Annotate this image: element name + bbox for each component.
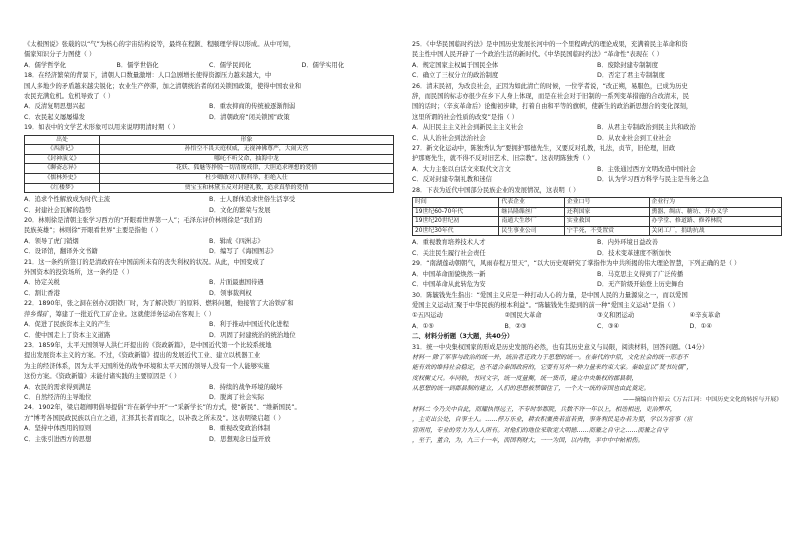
section-heading: 二、材料分析题（3大题，共40分） (412, 333, 514, 341)
option-c: C．中国革命从此转危为安 (412, 281, 486, 289)
option-c: C．设译馆，翻译外文书籍 (24, 248, 98, 256)
q23-options (24, 383, 394, 393)
option-d: D．思想观念日益开放 (209, 435, 271, 443)
table-cell: 《封神演义》 (25, 154, 100, 164)
option-d: D．儒学实用化 (301, 61, 345, 69)
q24-options (24, 435, 394, 445)
material-two-line: 官所用，专业的劳力为人人所有。对他们的地位采取宽大明德……而兼之自守之……而兼之自守 (412, 426, 668, 434)
q18-options (24, 113, 394, 123)
q19-options (24, 206, 394, 216)
material-source: ——摘编自许倬云《万古江河：中国历史文化的转折与开展》 (622, 396, 782, 403)
q21-options (24, 278, 394, 288)
option-b: B．从君主专制政治到民主共和政治 (597, 124, 696, 132)
option-a: A．农民的需求得到满足 (24, 383, 92, 391)
option-d: D．巩固了封建统治的统治地位 (209, 331, 296, 339)
q22-options (24, 320, 394, 330)
table-cell: 代表企业 (499, 198, 565, 208)
table-row (25, 145, 394, 155)
table-cell: 实业救国 (564, 217, 649, 227)
q29-options (412, 280, 782, 290)
q17-stem-line: 《太极图说》张载的以“气”为核心的宇宙结构说等，最终在程颢、程颐理学得以形成。从中可知， (24, 41, 295, 48)
material-two-line: 材料二 今乃关中自此，而耀执得远王，不专时举都院，兵数不许一年以上，相迭相送，吏治弊坏， (412, 405, 676, 413)
option-c: C．反对封建专制礼教和迷信 (412, 176, 492, 184)
table-cell: 杜少卿敢对八股科举，拒绝入仕 (100, 174, 394, 184)
q23-options (24, 393, 394, 403)
q30-options (412, 322, 782, 332)
table-cell: 20世纪30年代 (413, 226, 499, 236)
option-d: D．否定了君主专制制度 (597, 72, 665, 80)
q29-stem-line: 29．“南湖莲动朝朝气，风雨春程万里天”，“以大历史观研究了掌指作为中共所揭的伟大理论智慧，下列正确的是（ ） (412, 260, 741, 268)
option-b: B．片面最惠国待遇 (209, 279, 264, 287)
table-cell: 哪吒不听父命，抽海中龙 (100, 154, 394, 164)
table-row (25, 174, 394, 184)
q22-options (24, 331, 394, 341)
option-c: C．儒学民间化 (209, 61, 252, 69)
right-column (412, 40, 782, 447)
table-cell: 花妖、狐魅等挣脱一切清规戒律，大胆追求理想的爱情 (100, 164, 394, 174)
material-two-line: ，主吏出公处，自事士人。……停万乐业，耕农积粟贵若富若贵，事务利民足办若为要，学以为宫事（宦 (412, 416, 693, 424)
option-a: A．从旧民主主义社会到新民主主义社会 (412, 124, 524, 132)
option-a: A．儒学哲学化 (24, 61, 67, 69)
table-cell: 19世纪60-70年代 (413, 207, 499, 217)
option-c: C．关注民生履行社会责任 (412, 249, 486, 257)
option-a: A．领导了虎门销烟 (24, 237, 79, 245)
option-b: B．②③ (504, 322, 527, 330)
table-cell: 19世纪20世纪初 (413, 217, 499, 227)
q23-stem-line: 为主的经济体系，因为太平天国所处的战争环境和太平天国的领导人没有一个人能够实施 (24, 362, 270, 370)
option-b: B．持续的战争环境的破坏 (209, 383, 283, 391)
option-b: B．重视改变政治体制 (209, 425, 270, 433)
q25-stem-line: 25．《中华民国临时约法》是中国历史发展长河中的一个里程碑式的理论成果，充满着民主革命和资 (412, 41, 688, 48)
option-d: D．无产阶级开始登上历史舞台 (597, 281, 684, 289)
option-c: C．主张引进西方的思想 (24, 435, 92, 443)
q26-stem-line: 这里所谓的社会性质的改变”是指（ ） (412, 113, 519, 121)
table-cell: 企业口号 (564, 198, 649, 208)
option-d: D．清朝政府“闭关锁国”政策 (209, 113, 290, 121)
material-one-line: 能有效的维持社会稳定，也不适合秦国政府的，它要有另外一种力量来约束大家。秦始皇以“焚书坑儒”， (412, 364, 693, 372)
q19-table (24, 135, 394, 194)
q23-stem-line: 提出发展资本主义的方案。不过，《资政新篇》提出的发展近代工业、建立以机器工业 (24, 352, 261, 360)
table-row (413, 217, 782, 227)
q28-stem-line: 28．下表为近代中国部分民族企业的发展情况，这表明（ ） (412, 186, 580, 194)
q30-item: ①五四运动 (412, 312, 443, 320)
q20-stem-line: 20．林则徐是清朝主张学习西方的“开眼看世界第一人”；毛泽东评价林则徐是“我们的 (24, 217, 263, 225)
table-cell: 宁手死，不受置赏 (564, 226, 649, 236)
option-a: A．反清复明思想兴起 (24, 103, 85, 111)
q27-options (412, 175, 782, 185)
table-cell: 形象 (100, 135, 394, 145)
option-b: B．儒学世俗化 (116, 61, 159, 69)
option-b: B．辑成《四洲志》 (209, 237, 264, 245)
option-d: D．①④ (689, 322, 712, 330)
option-a: A．大力主张以白话文来取代文言文 (412, 165, 511, 173)
option-c: C．自然经济的主导地位 (24, 393, 92, 401)
q27-options (412, 165, 782, 175)
option-c: C．确立了三权分立的政治制度 (412, 72, 499, 80)
option-a: A．规定国家主权属于国民全体 (412, 61, 499, 69)
option-d: D．编写了《海国图志》 (209, 248, 277, 256)
option-c: C．使中国走上了资本主义道路 (24, 331, 111, 339)
q21-stem-line: 外国资本的投资场所，这一条约是（ ） (24, 269, 134, 277)
q30-stem-line: 爱国主义运动汇聚于中华民族的根本利益”。“陈毓钱先生提到的前一种“爱国主义运动”是指（ ） (412, 301, 679, 309)
q31-stem-line: 31．统一中央集权国家的形成是历史发展的必然，也有其历史意义与局限，阅读材料，回答问题。（14分） (412, 343, 709, 351)
option-c: C．③④ (597, 322, 619, 330)
q17-options (24, 61, 394, 71)
table-cell: 时间 (413, 198, 499, 208)
table-row (25, 183, 394, 193)
q18-options (24, 102, 394, 112)
q21-stem-line: 21．这一条约所签订的是清政府在中国前所未有的丧失利权的状况。从此，中国变成了 (24, 258, 265, 266)
q18-stem-line: 农民充满危机。危机导致了（ ） (24, 93, 115, 101)
option-d: D．从农业社会到工业社会 (597, 134, 672, 142)
table-cell: 《聊斋志异》 (25, 164, 100, 174)
option-c: C．封建社会瓦解的趋势 (24, 206, 92, 214)
option-c: C．农民起义屡屡爆发 (24, 113, 86, 121)
option-a: A．坚持中体西用的原则 (24, 425, 92, 433)
q22-stem-line: 22．1890年，张之洞在创办汉阳铁厂时，为了解决铁厂的原料、燃料问题，他接管了大冶铁矿和 (24, 300, 294, 308)
q25-options (412, 71, 782, 81)
q24-stem-line: 方“博考各国民政民族以自立之道，汇择其长者而取之，以补我之所未及”。这表明梁启超（ ） (24, 414, 285, 422)
q22-stem-line: 萍乡煤矿，筹建了一批近代工矿企业。这就使洋务运动在客观上（ ） (24, 310, 215, 318)
option-a: A．协定关税 (24, 279, 60, 287)
table-cell: 南通大生纱厂 (499, 217, 565, 227)
q26-options (412, 123, 782, 133)
table-row (413, 207, 782, 217)
table-cell: 企业行为 (649, 198, 782, 208)
q28-options (412, 249, 782, 259)
material-two-line: ，至于，董合，为，九三十一车，而国利财大，一一为国，以内物，平中中中帖相伤。 (412, 437, 644, 445)
table-cell: 还利国家 (564, 207, 649, 217)
q30-item: ③义和团运动 (597, 312, 635, 320)
table-header-row (25, 135, 394, 145)
option-b: B．利于推动中国近代化进程 (209, 321, 289, 329)
q25-stem-line: 民主性中国人民开辟了一个政治生活的新时代。《中华民国临时约法》“革命性”表现在（ ） (412, 51, 663, 59)
option-b: B．士人群体追求世俗生活享受 (209, 196, 296, 204)
q20-stem-line: 民族英雄”；林则徐“开眼看世界”主要是指他（ ） (24, 227, 162, 235)
table-cell: 贾宝玉和林黛玉反对封建礼教，追求真挚的爱情 (100, 183, 394, 193)
option-d: D．领事裁判权 (209, 289, 252, 297)
q24-options (24, 424, 394, 434)
option-a: A．中国革命面貌焕然一新 (412, 270, 486, 278)
option-d: D．技术变革速度不断加快 (597, 249, 672, 257)
q23-stem-line: 这份方案。《资政新篇》未能付诸实践的主要原因是（ ） (24, 373, 181, 381)
table-cell: 出处 (25, 135, 100, 145)
option-b: B．重农抑商的传统被逐渐削弱 (209, 103, 296, 111)
q29-options (412, 270, 782, 280)
q24-stem-line: 24．1902年，梁启超阐明倡导提倡“许在新学中开”一“采新学长”的方式，使“新民”、“维新国民”。 (24, 404, 301, 412)
q19-stem-line: 19．如表中的文学艺术形象可以用来说明明清时期（ ） (24, 124, 179, 132)
option-b: B．废除封建专制制度 (597, 61, 658, 69)
table-cell: 《红楼梦》 (25, 183, 100, 193)
option-b: B．马克思主义得到了广泛传播 (597, 270, 684, 278)
q18-stem-line: 国人多地少的矛盾越来越尖锐化；农业生产停滞，加之清朝统治者的闭关锁国政策，使得中国农业和 (24, 82, 302, 90)
q21-options (24, 289, 394, 299)
q20-options (24, 237, 394, 247)
option-d: D．文化的繁荣与发展 (209, 206, 271, 214)
q18-stem-line: 18．在经济繁荣的背景下，清朝人口数量激增：人口急剧增长使得资源压力越来越大，中 (24, 72, 272, 80)
table-header-row (413, 198, 782, 208)
q17-stem-line: 儒家知识分子力图使（ ） (24, 51, 96, 59)
q27-stem-line: 护那赛先生，就不得不反对旧艺术、旧宗教”。这表明陈独秀（ ） (412, 155, 594, 163)
q23-stem-line: 23．1859年，太平天国领导人洪仁玕提出的《资政新篇》，是中国近代第一个比较系统地 (24, 341, 272, 349)
q30-items (412, 311, 782, 321)
q19-options (24, 195, 394, 205)
option-a: A．追求个性解放成为时代主流 (24, 196, 111, 204)
option-c: C．从人治社会到法治社会 (412, 134, 486, 142)
table-cell: 熏器、绸店、糖坊、开办义学 (649, 207, 782, 217)
q30-stem-line: 30．陈毓钱先生指出：“爱国主义应是一种打动人心的力量，是中国人民的力量源泉之一，而以爱国 (412, 291, 688, 299)
q20-options (24, 247, 394, 257)
table-row (25, 164, 394, 174)
table-row (413, 226, 782, 236)
q26-stem-line: 国的话时；（辛亥革命后）论衡初步肆，打着自由和平等的旗帜，使新生的政治新思想合的变化深刻， (412, 103, 693, 111)
q25-options (412, 61, 782, 71)
q26-options (412, 134, 782, 144)
q28-table (412, 197, 782, 236)
q26-stem-line: 辞，而民国的标志亦很少在乡下人身上体现，而是在社会对于旧制的一系列变革措施的合改清末，民 (412, 93, 690, 101)
table-cell: 《儒林外史》 (25, 174, 100, 184)
material-one-line: 从思想的统一到郡县制的建立，人们的思想被禁锢住了，一个大一统的帝国也由此奠定。 (412, 385, 650, 393)
q27-stem-line: 27．新文化运动中，陈独秀认为“要拥护那德先生，又要反对孔教，礼法，贞节，旧伦理，旧政 (412, 145, 676, 153)
table-cell: 孙悟空不畏天庭权威，无视神佛尊严，大闹天宫 (100, 145, 394, 155)
left-column (24, 40, 394, 445)
option-a: A．重视教育培养技术人才 (412, 239, 486, 247)
option-d: D．认为学习西方科学与民主是当务之急 (597, 176, 709, 184)
option-b: B．主张通过西方文明改造中国社会 (597, 165, 696, 173)
option-c: C．割让香港 (24, 289, 60, 297)
material-one-line: 材料一 除了军事与政治的统一外，统治者还致力于思想的统一。在秦代的中原，文化社会的统一形态不 (412, 353, 689, 361)
option-a: A．①⑤ (412, 322, 434, 330)
material-one-line: 度权衡丈尺。车同轨，书同文字，统一度量衡，统一货币，建立中央集权的郡县制， (412, 374, 638, 382)
q30-item: ②国民大革命 (504, 312, 542, 320)
table-row (25, 154, 394, 164)
q30-item: ④辛亥革命 (689, 312, 721, 320)
table-cell: 继昌隆缫丝厂 (499, 207, 565, 217)
option-b: B．内外环境日益改善 (597, 239, 658, 247)
option-a: A．促进了民族资本主义的产生 (24, 321, 111, 329)
q26-stem-line: 26．清末民初，为改良社会，正因为如此清亡的时候，一位学者说，“改正朔，易服色，已成为历史 (412, 82, 688, 90)
table-cell: 《西游记》 (25, 145, 100, 155)
table-cell: 关闭工厂，捐助抗战 (649, 226, 782, 236)
q28-options (412, 238, 782, 248)
option-d: D．脱离了社会实际 (209, 393, 265, 401)
table-cell: 办学堂、修道路、修养林院 (649, 217, 782, 227)
table-cell: 民生事业公司 (499, 226, 565, 236)
